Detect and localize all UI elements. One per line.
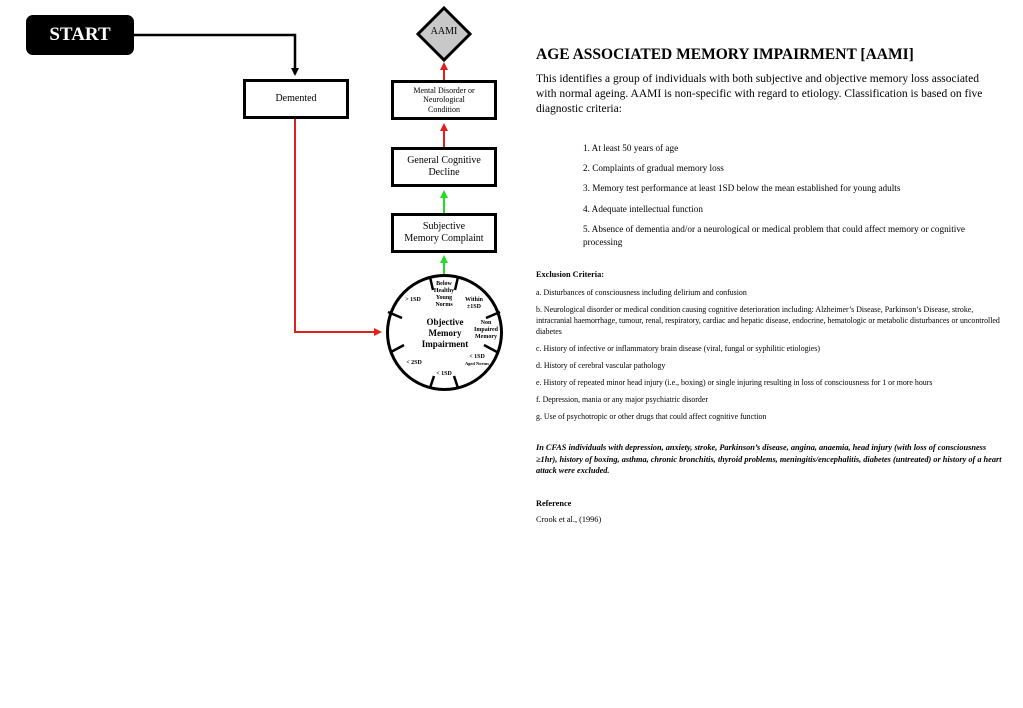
criterion-item: 5. Absence of dementia and/or a neurological or medical problem that could affect memory or cognitive processing bbox=[583, 223, 965, 248]
general-decline-line-1: General Cognitive bbox=[407, 155, 481, 166]
exclusion-heading: Exclusion Criteria: bbox=[536, 269, 604, 279]
wheel-segment-lt2sd: < 2SD bbox=[406, 360, 422, 366]
exclusion-item: b. Neurological disorder or medical condition causing cognitive deterioration including: Alzheimer’s Disease, Parkinson’s Disease, stroke, intracranial haemorrhage, tumour, renal, respiratory, cardiac and hepatic disease, endocrine, hematologic or metabolic disturbances or uncontrolled diabetes bbox=[536, 304, 1000, 336]
intro-paragraph: This identifies a group of individuals with both subjective and objective memory loss associated with normal ageing. AAMI is non-specific with regard to etiology. Classification is based on five diagnostic criteria: bbox=[536, 73, 983, 116]
start-button[interactable]: START bbox=[26, 15, 134, 55]
general-decline-box[interactable] bbox=[391, 147, 497, 187]
exclusion-item: g. Use of psychotropic or other drugs that could affect cognitive function bbox=[536, 412, 767, 422]
info-panel bbox=[536, 46, 1002, 524]
cfas-note: In CFAS individuals with depression, anxiety, stroke, Parkinson’s disease, angina, anaemia, head injury (with loss of consciousness ≥1hr), history of boxing, asthma, chronic bronchitis, thyroid problems, meningitis/encephalitis, diabetes (untreated) or history of a heart attack were excluded. bbox=[536, 443, 1002, 476]
exclusion-item: a. Disturbances of consciousness including delirium and confusion bbox=[536, 287, 747, 297]
mental-disorder-line-2: Neurological bbox=[423, 95, 465, 105]
demented-to-wheel-arrow bbox=[295, 118, 380, 332]
exclusion-item: c. History of infective or inflammatory brain disease (viral, fungal or syphilitic etiologies) bbox=[536, 343, 820, 353]
reference-heading: Reference bbox=[536, 498, 572, 508]
exclusion-item: e. History of repeated minor head injury (i.e., boxing) or single injuring resulting in loss of consciousness for 1 or more hours bbox=[536, 377, 933, 387]
criterion-item: 2. Complaints of gradual memory loss bbox=[583, 162, 724, 173]
exclusion-item: f. Depression, mania or any major psychiatric disorder bbox=[536, 395, 709, 405]
mental-disorder-box[interactable] bbox=[391, 80, 497, 120]
exclusion-list bbox=[536, 287, 1002, 423]
mental-disorder-line-1: Mental Disorder or bbox=[413, 85, 475, 95]
general-decline-line-2: Decline bbox=[428, 167, 460, 178]
reference-text: Crook et al., (1996) bbox=[536, 514, 602, 524]
wheel-segment-below-healthy: Below Healthy Young Norms bbox=[433, 281, 455, 308]
wheel-segment-within-1sd: Within ±1SD bbox=[465, 297, 483, 310]
wheel-segment-gt1sd: > 1SD bbox=[405, 297, 421, 303]
subjective-line-2: Memory Complaint bbox=[404, 233, 484, 244]
demented-box[interactable] bbox=[243, 79, 349, 119]
mental-disorder-line-3: Condition bbox=[427, 104, 460, 114]
subjective-line-1: Subjective bbox=[422, 221, 466, 232]
aami-label: AAMI bbox=[430, 26, 458, 37]
criterion-item: 4. Adequate intellectual function bbox=[583, 203, 703, 214]
page-title: AGE ASSOCIATED MEMORY IMPAIRMENT [AAMI] bbox=[536, 46, 914, 63]
subjective-complaint-box[interactable] bbox=[391, 213, 497, 253]
diagnostic-criteria-list bbox=[583, 142, 1002, 250]
criterion-item: 3. Memory test performance at least 1SD below the mean established for young adults bbox=[583, 183, 901, 194]
wheel-segment-lt1sd: < 1SD bbox=[436, 371, 452, 377]
criterion-item: 1. At least 50 years of age bbox=[583, 142, 679, 153]
demented-label: Demented bbox=[275, 93, 317, 104]
exclusion-item: d. History of cerebral vascular pathology bbox=[536, 360, 666, 370]
wheel-segment-lt1sd-aged: < 1SD Aged Norms bbox=[464, 354, 490, 366]
start-to-demented-arrow bbox=[134, 35, 295, 74]
wheel-segment-non-impaired: Non Impaired Memory bbox=[474, 320, 498, 340]
wheel-center-label: Objective Memory Impairment bbox=[421, 317, 469, 349]
